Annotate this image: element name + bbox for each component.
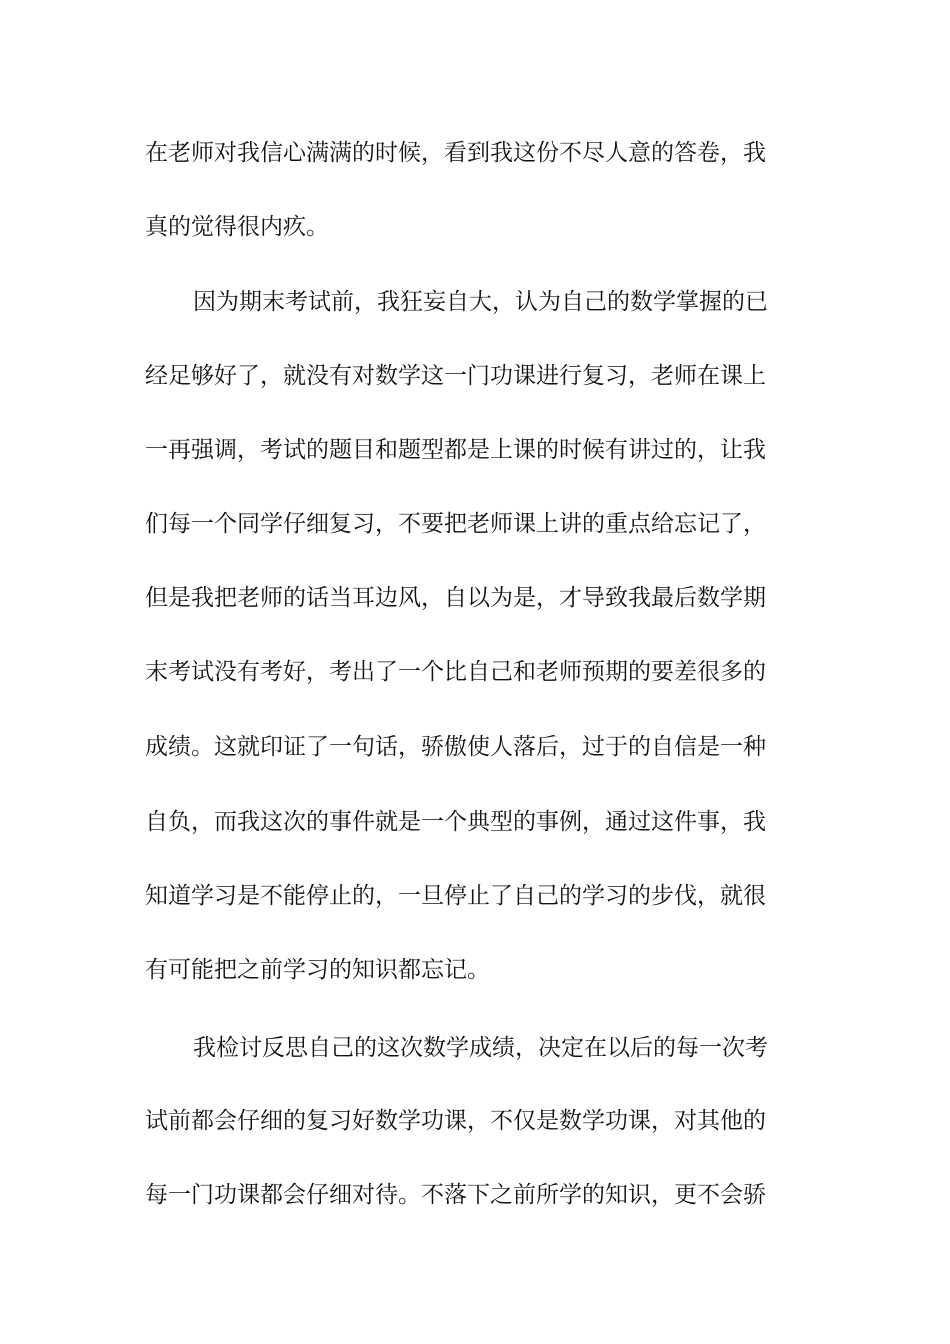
text-line: 知道学习是不能停止的，一旦停止了自己的学习的步伐，就很 [145,883,766,909]
text-line: 有可能把之前学习的知识都忘记。 [145,957,490,983]
text-line: 但是我把老师的话当耳边风，自以为是，才导致我最后数学期 [145,585,766,611]
text-line-paragraph-start: 我检讨反思自己的这次数学成绩，决定在以后的每一次考 [193,1035,768,1061]
text-line: 试前都会仔细的复习好数学功课，不仅是数学功课，对其他的 [145,1108,766,1134]
text-line-paragraph-start: 因为期末考试前，我狂妄自大，认为自己的数学掌握的已 [193,289,768,315]
text-line: 成绩。这就印证了一句话，骄傲使人落后，过于的自信是一种 [145,734,766,760]
text-line: 经足够好了，就没有对数学这一门功课进行复习，老师在课上 [145,363,766,389]
text-line: 真的觉得很内疚。 [145,214,329,240]
text-line: 每一门功课都会仔细对待。不落下之前所学的知识，更不会骄 [145,1182,766,1208]
text-line: 在老师对我信心满满的时候，看到我这份不尽人意的答卷，我 [145,140,766,166]
text-line: 一再强调，考试的题目和题型都是上课的时候有讲过的，让我 [145,437,766,463]
text-line: 末考试没有考好，考出了一个比自己和老师预期的要差很多的 [145,659,766,685]
text-line: 自负，而我这次的事件就是一个典型的事例，通过这件事，我 [145,809,766,835]
text-line: 们每一个同学仔细复习，不要把老师课上讲的重点给忘记了， [145,511,766,537]
